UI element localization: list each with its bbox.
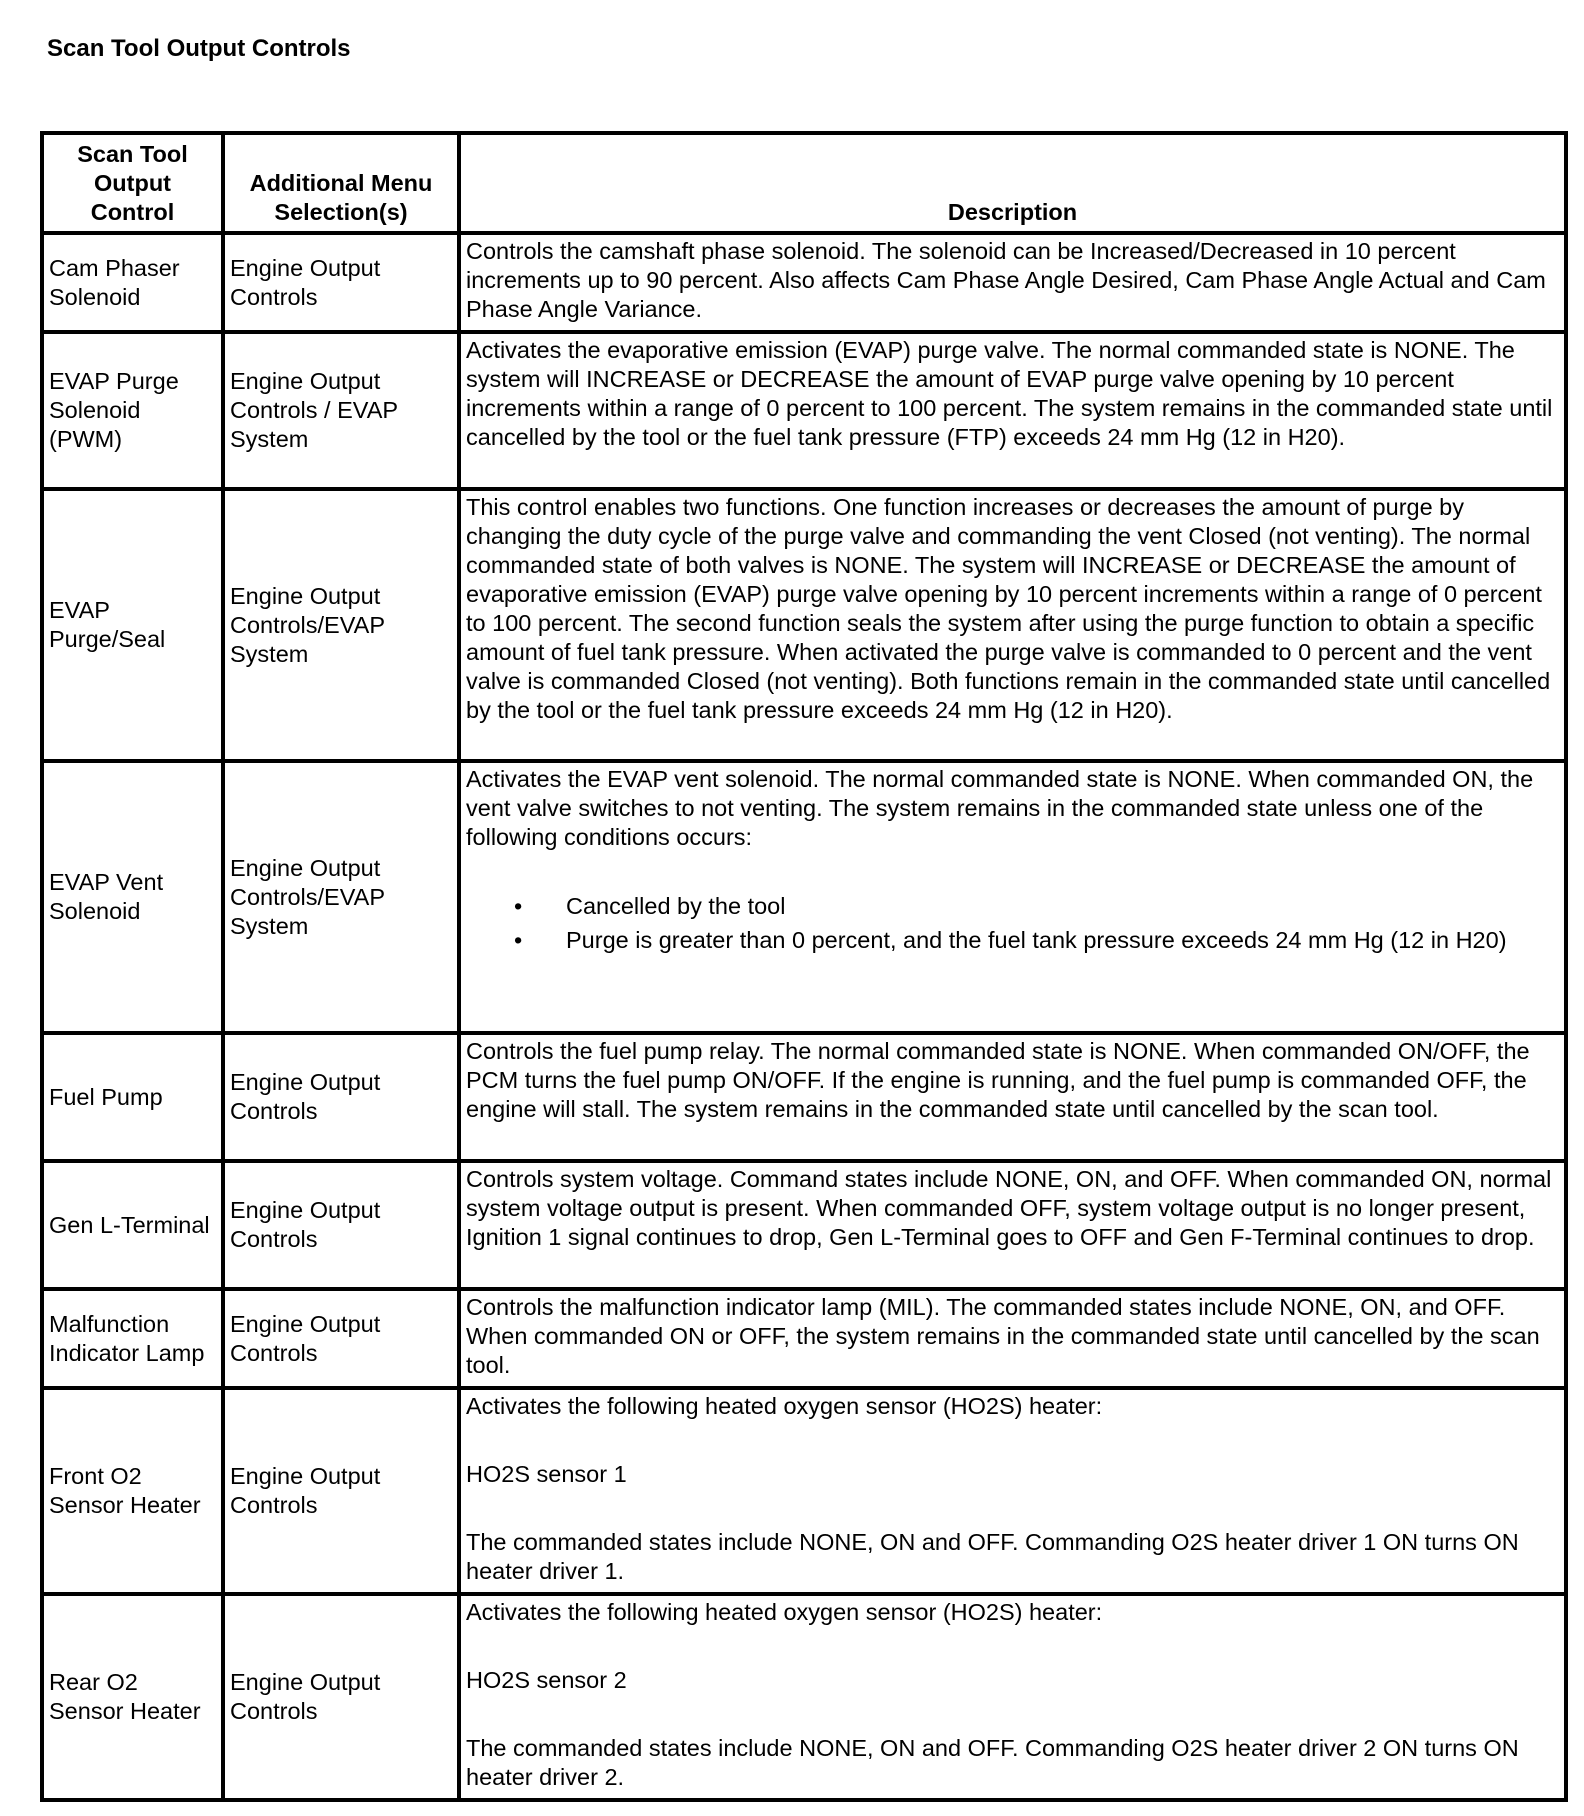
description-cell	[459, 1388, 1566, 1594]
description-note: The commanded states include NONE, ON and OFF. Commanding O2S heater driver 2 ON turns ON heater driver 2.	[466, 1735, 1519, 1790]
sensor-label: HO2S sensor 1	[466, 1461, 627, 1487]
menu-cell: Engine Output Controls	[223, 1594, 459, 1800]
control-cell: EVAP Purge Solenoid (PWM)	[42, 332, 223, 489]
menu-cell: Engine Output Controls / EVAP System	[223, 332, 459, 489]
description-cell: Controls the malfunction indicator lamp (MIL). The commanded states include NONE, ON, and OFF. When commanded ON or OFF, the system remains in the commanded state until cancelled by the scan tool.	[459, 1289, 1566, 1388]
control-cell: Fuel Pump	[42, 1033, 223, 1161]
description-cell: This control enables two functions. One function increases or decreases the amount of purge by changing the duty cycle of the purge valve and commanding the vent Closed (not venting). The normal commanded state of both valves is NONE. The system will INCREASE or DECREASE the amount of evaporative emission (EVAP) purge valve opening by 10 percent increments within a range of 0 percent to 100 percent. The second function seals the system after using the purge function to obtain a specific amount of fuel tank pressure. When activated the purge valve is commanded to 0 percent and the vent valve is commanded Closed (not venting). Both functions remain in the commanded state until cancelled by the tool or the fuel tank pressure exceeds 24 mm Hg (12 in H20).	[459, 489, 1566, 761]
control-cell: Front O2 Sensor Heater	[42, 1388, 223, 1594]
output-controls-table	[40, 131, 1568, 1802]
page-title: Scan Tool Output Controls	[47, 35, 351, 62]
description-cell: Controls the fuel pump relay. The normal commanded state is NONE. When commanded ON/OFF, the PCM turns the fuel pump ON/OFF. If the engine is running, and the fuel pump is commanded OFF, the engine will stall. The system remains in the commanded state until cancelled by the scan tool.	[459, 1033, 1566, 1161]
table-row	[42, 1033, 1566, 1161]
description-note: The commanded states include NONE, ON and OFF. Commanding O2S heater driver 1 ON turns ON heater driver 1.	[466, 1529, 1519, 1584]
description-cell	[459, 761, 1566, 1033]
control-cell: Cam Phaser Solenoid	[42, 233, 223, 332]
condition-list	[466, 892, 1559, 955]
table-header-row	[42, 133, 1566, 233]
menu-cell: Engine Output Controls	[223, 233, 459, 332]
control-cell: Malfunction Indicator Lamp	[42, 1289, 223, 1388]
table-row	[42, 761, 1566, 1033]
table-row	[42, 489, 1566, 761]
menu-cell: Engine Output Controls	[223, 1033, 459, 1161]
table-row	[42, 1161, 1566, 1289]
header-description: Description	[459, 133, 1566, 233]
menu-cell: Engine Output Controls	[223, 1161, 459, 1289]
description-text: Activates the following heated oxygen sensor (HO2S) heater:	[466, 1393, 1103, 1419]
description-text: Activates the EVAP vent solenoid. The normal commanded state is NONE. When commanded ON, the vent valve switches to not venting. The system remains in the commanded state unless one of the following conditions occurs:	[466, 766, 1534, 850]
menu-cell: Engine Output Controls	[223, 1388, 459, 1594]
table-row	[42, 332, 1566, 489]
table-row	[42, 1289, 1566, 1388]
menu-cell: Engine Output Controls/EVAP System	[223, 489, 459, 761]
description-cell: Controls system voltage. Command states include NONE, ON, and OFF. When commanded ON, normal system voltage output is present. When commanded OFF, system voltage output is no longer present, Ignition 1 signal continues to drop, Gen L-Terminal goes to OFF and Gen F-Terminal continues to drop.	[459, 1161, 1566, 1289]
control-cell: Rear O2 Sensor Heater	[42, 1594, 223, 1800]
table-row	[42, 1594, 1566, 1800]
description-cell: Controls the camshaft phase solenoid. The solenoid can be Increased/Decreased in 10 percent increments up to 90 percent. Also affects Cam Phase Angle Desired, Cam Phase Angle Actual and Cam Phase Angle Variance.	[459, 233, 1566, 332]
control-cell: Gen L-Terminal	[42, 1161, 223, 1289]
control-cell: EVAP Vent Solenoid	[42, 761, 223, 1033]
control-cell: EVAP Purge/Seal	[42, 489, 223, 761]
description-text: Activates the following heated oxygen sensor (HO2S) heater:	[466, 1599, 1103, 1625]
table-row	[42, 1388, 1566, 1594]
list-item: • Purge is greater than 0 percent, and the fuel tank pressure exceeds 24 mm Hg (12 in H20)	[566, 926, 1559, 955]
menu-cell: Engine Output Controls/EVAP System	[223, 761, 459, 1033]
menu-cell: Engine Output Controls	[223, 1289, 459, 1388]
header-menu-selection: Additional Menu Selection(s)	[223, 133, 459, 233]
description-cell: Activates the evaporative emission (EVAP) purge valve. The normal commanded state is NONE. The system will INCREASE or DECREASE the amount of EVAP purge valve opening by 10 percent increments within a range of 0 percent to 100 percent. The system remains in the commanded state until cancelled by the tool or the fuel tank pressure (FTP) exceeds 24 mm Hg (12 in H20).	[459, 332, 1566, 489]
description-cell	[459, 1594, 1566, 1800]
table-row	[42, 233, 1566, 332]
list-item: • Cancelled by the tool	[566, 892, 1559, 921]
header-output-control: Scan Tool Output Control	[42, 133, 223, 233]
sensor-label: HO2S sensor 2	[466, 1667, 627, 1693]
